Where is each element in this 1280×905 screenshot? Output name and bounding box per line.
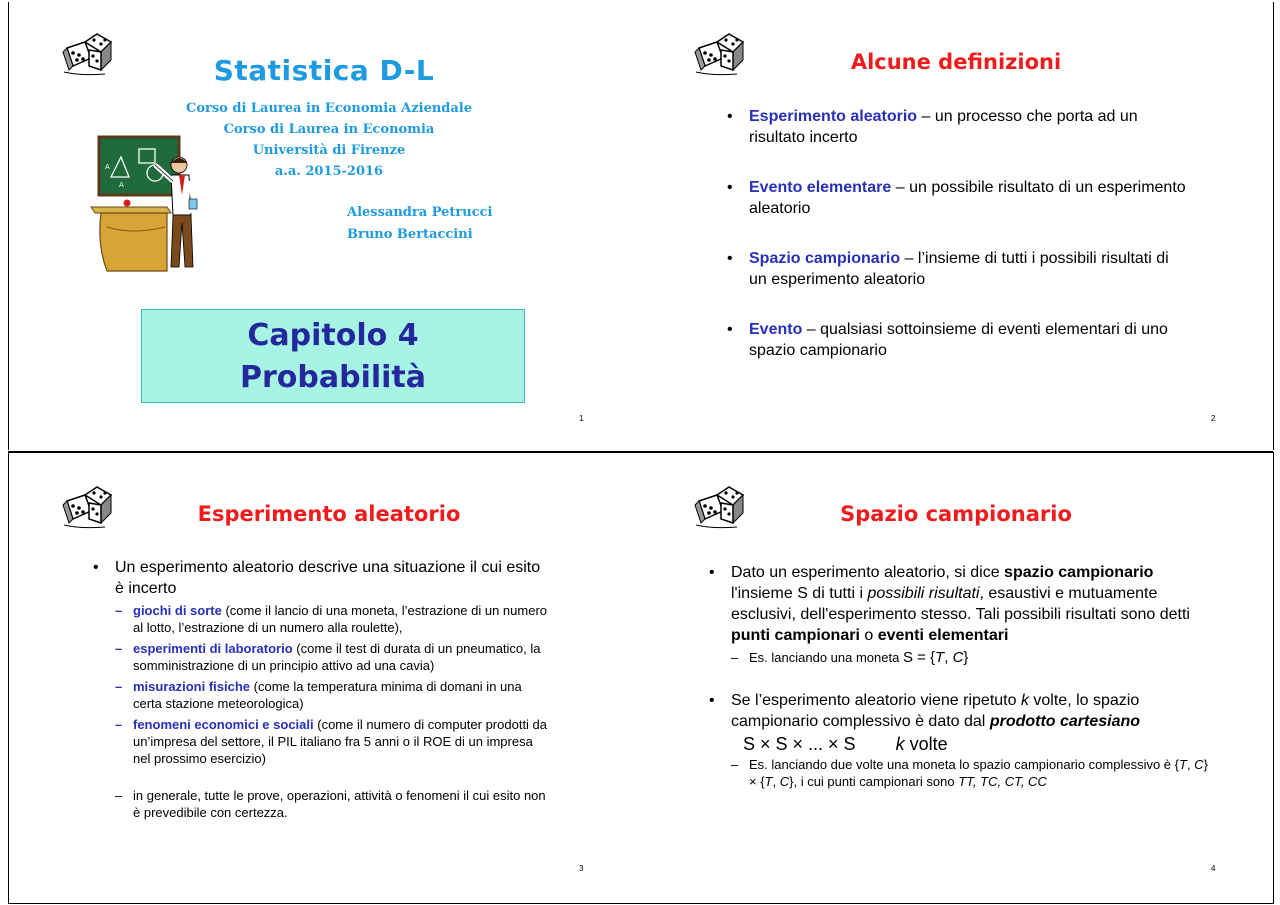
university: Università di Firenze [252, 143, 406, 158]
general-item [115, 787, 553, 821]
dash: – [115, 717, 123, 732]
page-number: 4 [1211, 864, 1216, 873]
cartesian-item: • Se l’esperimento aleatorio viene ripetuto k volte, lo spazio campionario complessivo è dato dal prodotto cartesiano S × S × ... × S k volte – Es. lanciando due volte una moneta lo spazio campionario complessivo è {T, C} × {T, C}, i cui punti campionari sono TT, TC, CT, CC [709, 692, 1208, 789]
dice-icon [61, 28, 113, 78]
bullet: • [727, 108, 733, 125]
dash: – [115, 641, 123, 656]
author-2: Bruno Bertaccini [347, 227, 473, 242]
teacher-illustration [87, 135, 205, 275]
dash: – [731, 757, 739, 772]
definition-term: Esperimento aleatorio [749, 108, 918, 125]
authors [347, 202, 492, 246]
definition-text: – un possibile risultato di un esperimento aleatorio [749, 179, 1186, 217]
example-term: giochi di sorte [133, 603, 222, 618]
example-text: (come il lancio di una moneta, l’estrazione di un numero al lotto, l’estrazione di un numero alla roulette), [133, 603, 548, 635]
dice-icon [693, 481, 745, 531]
bullet: • [727, 250, 733, 267]
page-number: 3 [579, 864, 584, 873]
definition-item [727, 177, 1187, 219]
example-item [115, 716, 553, 767]
divider [8, 451, 1273, 452]
bullet: • [727, 179, 733, 196]
dash: – [731, 650, 739, 665]
example-term: fenomeni economici e sociali [133, 717, 314, 732]
bullet: • [709, 692, 715, 709]
example-item: – Es. lanciando due volte una moneta lo spazio campionario complessivo è {T, C} × {T, C}, i cui punti campionari sono TT, TC, CT, CC [731, 757, 1208, 789]
chapter-topic: Probabilità [239, 360, 427, 395]
example-text: (come la temperatura minima di domani in una certa stazione meteorologica) [133, 679, 522, 711]
definition-item [727, 248, 1187, 290]
content-list [709, 562, 1209, 794]
content-list [93, 557, 553, 825]
dice-icon [61, 481, 113, 531]
academic-year: a.a. 2015-2016 [274, 164, 384, 179]
slide-4 [641, 452, 1274, 904]
term-prodotto-cartesiano: prodotto cartesiano [989, 713, 1141, 730]
intro-text: Un esperimento aleatorio descrive una situazione il cui esito è incerto [115, 559, 541, 597]
chapter-number: Capitolo 4 [247, 318, 419, 353]
bullet: • [727, 321, 733, 338]
definition-text: – qualsiasi sottoinsieme di eventi elementari di uno spazio campionario [749, 321, 1168, 359]
definition-text: – un processo che porta ad un risultato incerto [749, 108, 1138, 146]
example-item [115, 602, 553, 636]
course-title: Statistica D-L [213, 54, 435, 87]
definition-term: Evento elementare [749, 179, 892, 196]
examples-list [115, 602, 553, 821]
slide-title: Alcune definizioni [850, 50, 1062, 74]
example-term: esperimenti di laboratorio [133, 641, 293, 656]
dash: – [115, 679, 123, 694]
formula: S × S × ... × S k volte [743, 734, 948, 754]
chapter-box [141, 309, 525, 403]
slide-1 [8, 2, 642, 450]
dice-icon [693, 28, 745, 78]
dash: – [115, 788, 123, 803]
slide-3 [8, 452, 642, 904]
bullet: • [709, 564, 715, 581]
definition-term: Spazio campionario [749, 250, 901, 267]
definition-term: Evento [749, 321, 803, 338]
general-text: in generale, tutte le prove, operazioni, attività o fenomeni il cui esito non è prevedibile con certezza. [133, 788, 546, 820]
intro-item [93, 557, 553, 821]
definition-item [727, 106, 1187, 148]
svg-text:A: A [119, 181, 124, 189]
example-text: (come il numero di computer prodotti da un’impresa del settore, il PIL italiano fra 5 anni o il ROE di un impresa nel prossimo esercizio) [133, 717, 548, 766]
author-1: Alessandra Petrucci [347, 205, 493, 220]
dash: – [115, 603, 123, 618]
example-item: – Es. lanciando una moneta S = {T, C} [731, 649, 969, 666]
bullet: • [93, 559, 99, 576]
slide-2 [641, 2, 1274, 450]
slide-title: Spazio campionario [840, 502, 1072, 526]
example-item [115, 678, 553, 712]
course-line-1: Corso di Laurea in Economia Aziendale [185, 101, 473, 116]
svg-text:A: A [105, 163, 110, 171]
page-number: 2 [1211, 414, 1216, 423]
definition-text: – l’insieme di tutti i possibili risultati di un esperimento aleatorio [749, 250, 1169, 288]
course-line-2: Corso di Laurea in Economia [223, 122, 435, 137]
example-item [115, 640, 553, 674]
slide-title: Esperimento aleatorio [197, 502, 461, 526]
example-text: (come il test di durata di un pneumatico, la somministrazione di un principio attivo ad una cavia) [133, 641, 541, 673]
page-number: 1 [579, 414, 584, 423]
definitions-list [727, 106, 1187, 361]
example-term: misurazioni fisiche [133, 679, 251, 694]
term-spazio-campionario: spazio campionario [1004, 564, 1154, 581]
definition-item [727, 319, 1187, 361]
definition-item: • Dato un esperimento aleatorio, si dice spazio campionario l'insieme S di tutti i possibili risultati, esaustivi e mutuamente esclusivi, dell'esperimento stesso. Tali possibili risultati sono detti punti campionari o eventi elementari – Es. lanciando una moneta S = {T, C} [709, 562, 1209, 666]
example-list [731, 649, 1209, 666]
example-list [731, 756, 1209, 790]
